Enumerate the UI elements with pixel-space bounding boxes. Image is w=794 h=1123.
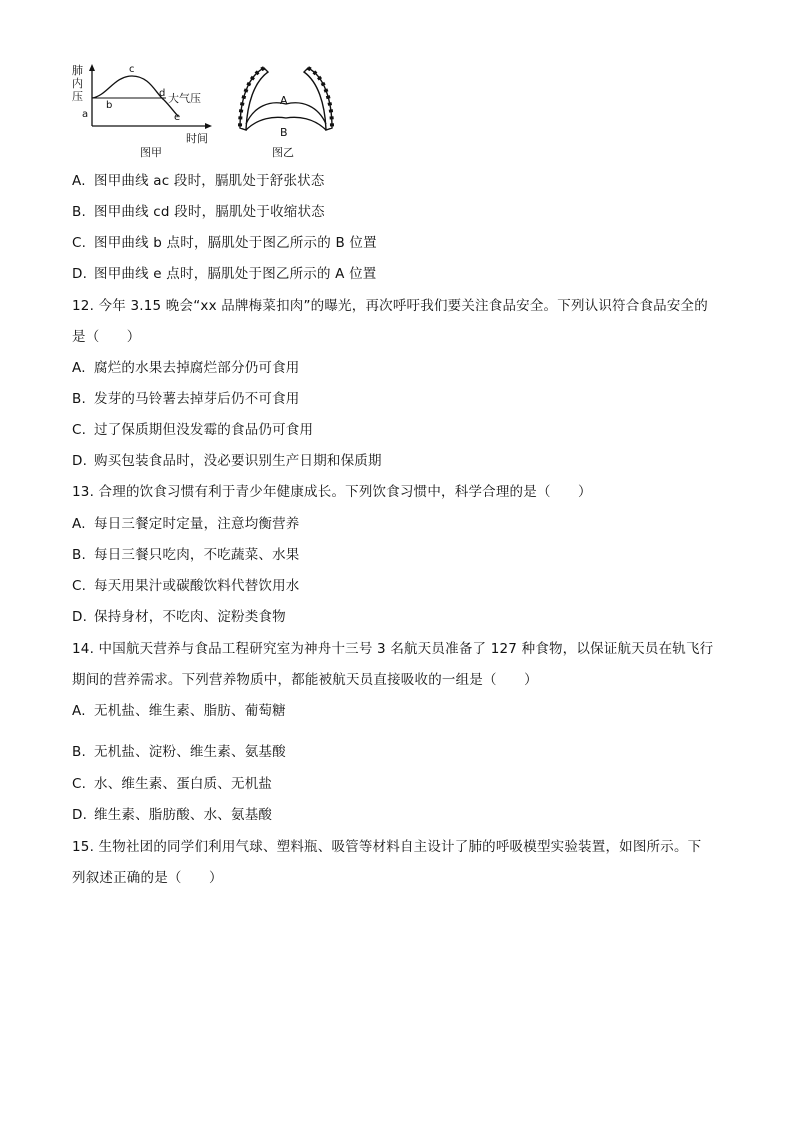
option-text: 过了保质期但没发霉的食品仍可食用	[94, 422, 314, 438]
right-rib-wall	[304, 68, 332, 130]
x-axis-label: 时间	[186, 132, 208, 145]
option-letter: B.	[72, 391, 86, 407]
option-letter: D.	[72, 453, 88, 469]
option-letter: C.	[72, 422, 87, 438]
option-letter: C.	[72, 776, 87, 792]
option-letter: B.	[72, 204, 86, 220]
x-axis-arrow	[205, 123, 212, 129]
q14-option-a	[72, 701, 286, 721]
q11-option-d	[72, 264, 377, 284]
q12-option-d	[72, 451, 382, 471]
q14-option-d	[72, 805, 272, 825]
q12-option-b	[72, 389, 300, 409]
left-rib-wall	[240, 68, 268, 130]
y-label-char-2: 内	[72, 77, 83, 90]
option-text: 腐烂的水果去掉腐烂部分仍可食用	[94, 360, 300, 376]
option-letter: A.	[72, 173, 86, 189]
option-text: 保持身材，不吃肉、淀粉类食物	[94, 609, 286, 625]
q13-stem-line1: 13. 合理的饮食习惯有利于青少年健康成长。下列饮食习惯中，科学合理的是（ ）	[72, 484, 592, 500]
figure-jia-caption: 图甲	[140, 146, 162, 159]
figure-jia	[72, 63, 212, 159]
option-letter: B.	[72, 547, 86, 563]
q13-option-b	[72, 545, 300, 565]
figure-jia-and-yi	[72, 60, 362, 164]
option-text: 图甲曲线 cd 段时，膈肌处于收缩状态	[94, 204, 325, 220]
option-letter: A.	[72, 516, 86, 532]
option-text: 无机盐、淀粉、维生素、氨基酸	[94, 744, 286, 760]
diaphragm-b-label: B	[280, 126, 288, 139]
atmospheric-pressure-label: 大气压	[168, 92, 201, 105]
option-text: 无机盐、维生素、脂肪、葡萄糖	[94, 703, 286, 719]
q13-option-d	[72, 607, 286, 627]
option-text: 购买包装食品时，没必要识别生产日期和保质期	[94, 453, 382, 469]
option-text: 每日三餐定时定量，注意均衡营养	[94, 516, 300, 532]
q11-option-b	[72, 202, 325, 222]
q14-option-c	[72, 774, 272, 794]
q12-stem-line1: 12. 今年 3.15 晚会“xx 品牌梅菜扣肉”的曝光，再次呼吁我们要关注食品安全。下列认识符合食品安全的	[72, 298, 708, 314]
q14-option-b	[72, 742, 286, 762]
option-letter: A.	[72, 360, 86, 376]
option-text: 发芽的马铃薯去掉芽后仍不可食用	[94, 391, 300, 407]
diaphragm-a-label: A	[280, 94, 288, 107]
point-b-label: b	[106, 100, 113, 111]
q12-option-a	[72, 358, 300, 378]
option-text: 每天用果汁或碳酸饮料代替饮用水	[94, 578, 300, 594]
option-letter: C.	[72, 578, 87, 594]
y-axis-arrow	[89, 64, 95, 71]
option-letter: B.	[72, 744, 86, 760]
q14-stem-line1: 14. 中国航天营养与食品工程研究室为神舟十三号 3 名航天员准备了 127 种食物，以保证航天员在轨飞行	[72, 641, 714, 657]
y-label-char-1: 肺	[72, 64, 83, 77]
point-d-label: d	[159, 88, 166, 99]
q13-option-c	[72, 576, 300, 596]
option-text: 每日三餐只吃肉，不吃蔬菜、水果	[94, 547, 300, 563]
option-text: 图甲曲线 e 点时，膈肌处于图乙所示的 A 位置	[94, 266, 377, 282]
point-a-label: a	[82, 109, 89, 120]
option-letter: D.	[72, 609, 88, 625]
figure-yi-caption: 图乙	[272, 146, 294, 159]
q12-stem-line2: 是（ ）	[72, 329, 141, 345]
option-text: 水、维生素、蛋白质、无机盐	[94, 776, 273, 792]
option-letter: D.	[72, 807, 88, 823]
q14-stem-line2: 期间的营养需求。下列营养物质中，都能被航天员直接吸收的一组是（ ）	[72, 672, 538, 688]
option-letter: A.	[72, 703, 86, 719]
q11-option-a	[72, 171, 325, 191]
q11-option-c	[72, 233, 377, 253]
option-letter: D.	[72, 266, 88, 282]
q15-stem-line1: 15. 生物社团的同学们利用气球、塑料瓶、吸管等材料自主设计了肺的呼吸模型实验装置，如图所示。下	[72, 839, 702, 855]
point-c-label: c	[129, 64, 135, 75]
option-text: 图甲曲线 ac 段时，膈肌处于舒张状态	[94, 173, 325, 189]
point-e-label: e	[174, 112, 181, 123]
option-letter: C.	[72, 235, 87, 251]
q13-option-a	[72, 514, 300, 534]
question-figures	[72, 60, 362, 164]
option-text: 图甲曲线 b 点时，膈肌处于图乙所示的 B 位置	[94, 235, 377, 251]
q15-stem-line2: 列叙述正确的是（ ）	[72, 870, 223, 886]
figure-yi	[240, 68, 332, 159]
q12-option-c	[72, 420, 313, 440]
option-text: 维生素、脂肪酸、水、氨基酸	[94, 807, 273, 823]
y-label-char-3: 压	[72, 90, 83, 103]
